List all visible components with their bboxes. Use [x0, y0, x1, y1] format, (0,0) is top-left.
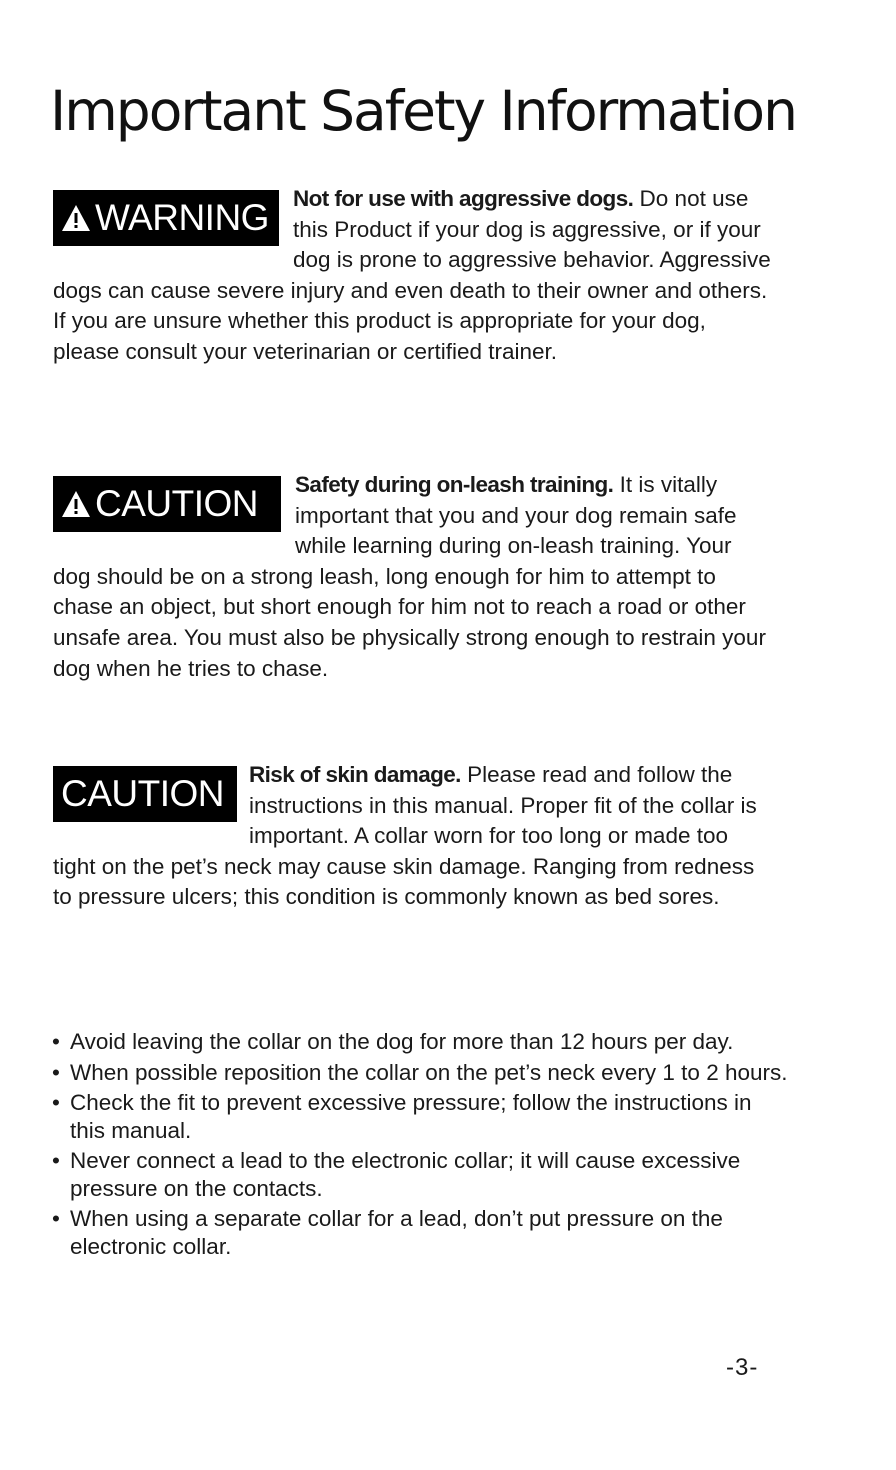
page-number: -3-	[726, 1354, 759, 1381]
list-item: • Never connect a lead to the electronic collar; it will cause excessive pressure on the contacts.	[52, 1147, 792, 1202]
caution-skin-lead: Risk of skin damage.	[249, 762, 461, 787]
caution-plain-badge-label: CAUTION	[61, 773, 224, 814]
warning-body: Do not use this Product if your dog is aggressive, or if your dog is prone to aggressive behavior. Aggressive dogs can cause severe injury and even death to their owner and others. If you are unsure whether this product is appropriate for your dog, please consult your veterinarian or certified trainer.	[53, 186, 771, 364]
caution-leash-lead: Safety during on-leash training.	[295, 472, 614, 497]
warning-notice	[53, 184, 773, 368]
list-item: • When using a separate collar for a lead, don’t put pressure on the electronic collar.	[52, 1205, 792, 1260]
warning-lead: Not for use with aggressive dogs.	[293, 186, 634, 211]
list-item: • When possible reposition the collar on the pet’s neck every 1 to 2 hours.	[52, 1059, 792, 1087]
warning-badge-label: WARNING	[95, 197, 269, 238]
warning-triangle-icon	[61, 489, 91, 519]
warning-triangle-icon	[61, 203, 91, 233]
list-item: • Check the fit to prevent excessive pressure; follow the instructions in this manual.	[52, 1089, 792, 1144]
caution-skin-body: Please read and follow the instructions in this manual. Proper fit of the collar is important. A collar worn for too long or made too tight on the pet’s neck may cause skin damage. Ranging from redness to pressure ulcers; this condition is commonly known as bed sores.	[53, 762, 757, 910]
page-title: Important Safety Information	[50, 79, 796, 143]
collar-tips-list	[52, 1028, 792, 1263]
caution-badge-label: CAUTION	[95, 483, 258, 524]
list-item: • Avoid leaving the collar on the dog for more than 12 hours per day.	[52, 1028, 792, 1056]
caution-leash-body: It is vitally important that you and your dog remain safe while learning during on-leash training. Your dog should be on a strong leash, long enough for him to attempt to chase an object, but short enough for him not to reach a road or other unsafe area. You must also be physically strong enough to restrain your dog when he tries to chase.	[53, 472, 766, 681]
caution-badge	[53, 476, 281, 532]
caution-notice-skin	[53, 760, 773, 913]
caution-badge-plain	[53, 766, 237, 822]
caution-notice-leash	[53, 470, 773, 684]
warning-badge	[53, 190, 279, 246]
